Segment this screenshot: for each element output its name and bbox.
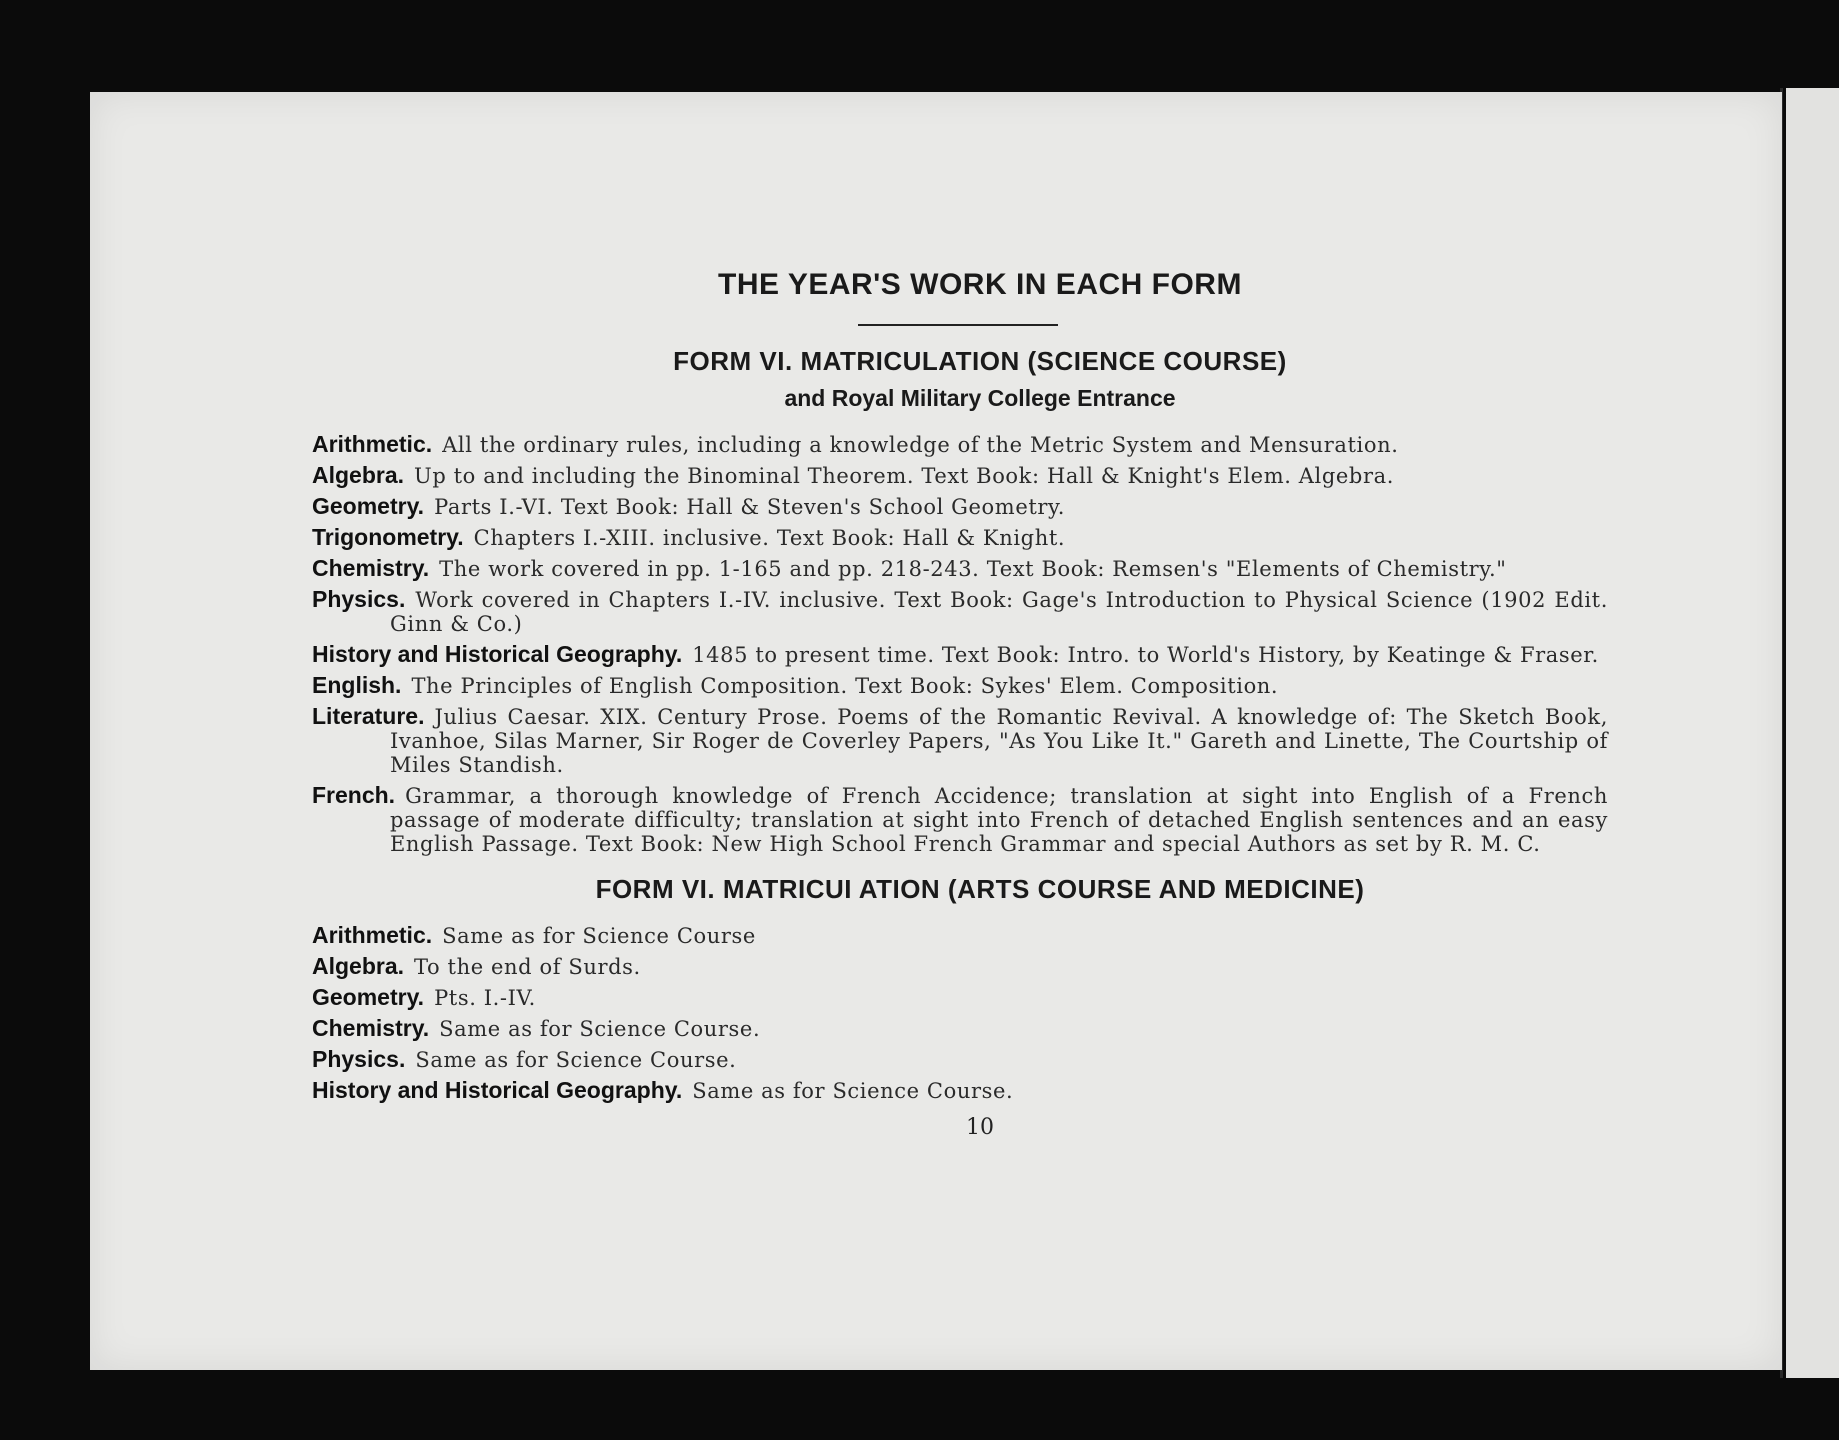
subject-text: 1485 to present time. Text Book: Intro. to World's History, by Keatinge & Fraser. — [692, 643, 1599, 667]
subject-entry-arithmetic — [312, 432, 1608, 457]
subject-text: Julius Caesar. XIX. Century Prose. Poems of the Romantic Revival. A knowledge of: The Sketch Book, Ivanhoe, Silas Marner, Sir Roger de Coverley Papers, "As You Like It." Gareth and Linette, The Courtship of Miles Standish. — [390, 705, 1608, 777]
subject-entry-algebra — [312, 954, 1608, 979]
section-arts — [312, 874, 1608, 1103]
subject-text: The work covered in pp. 1-165 and pp. 218-243. Text Book: Remsen's "Elements of Chemistry." — [439, 557, 1507, 581]
title-rule — [858, 324, 1058, 326]
subject-entry-geometry — [312, 985, 1608, 1010]
subject-list — [312, 432, 1608, 856]
subject-text: To the end of Surds. — [414, 955, 641, 979]
subject-text: Pts. I.-IV. — [434, 986, 536, 1010]
subject-entry-chemistry — [312, 556, 1608, 581]
subject-name: Arithmetic. — [312, 922, 433, 948]
subject-name: Geometry. — [312, 984, 425, 1010]
subject-name: Physics. — [312, 586, 406, 612]
subject-entry-chemistry — [312, 1016, 1608, 1041]
subject-text: Up to and including the Binominal Theorem. Text Book: Hall & Knight's Elem. Algebra. — [414, 464, 1394, 488]
subject-text: All the ordinary rules, including a knowledge of the Metric System and Mensuration. — [442, 433, 1399, 457]
subject-entry-english — [312, 673, 1608, 698]
subject-name: English. — [312, 672, 402, 698]
subject-name: Chemistry. — [312, 555, 430, 581]
subject-entry-french — [312, 783, 1608, 856]
subject-entry-algebra — [312, 463, 1608, 488]
subject-name: Literature. — [312, 703, 425, 729]
subject-entry-geometry — [312, 494, 1608, 519]
subject-list — [312, 923, 1608, 1103]
subject-name: Physics. — [312, 1046, 406, 1072]
subject-name: Chemistry. — [312, 1015, 430, 1041]
subject-text: Chapters I.-XIII. inclusive. Text Book: Hall & Knight. — [473, 526, 1066, 550]
facing-page-edge — [1786, 88, 1839, 1378]
section-science — [312, 346, 1608, 856]
subject-entry-history — [312, 642, 1608, 667]
page-number: 10 — [966, 1115, 994, 1140]
subject-text: Work covered in Chapters I.-IV. inclusive. Text Book: Gage's Introduction to Physical Science (1902 Edit. Ginn & Co.) — [390, 588, 1608, 636]
subject-text: The Principles of English Composition. Text Book: Sykes' Elem. Composition. — [411, 674, 1279, 698]
subject-name: History and Historical Geography. — [312, 641, 683, 667]
subject-text: Grammar, a thorough knowledge of French Accidence; translation at sight into English of a French passage of moderate difficulty; translation at sight into French of detached English sentences and an easy English Passage. Text Book: New High School French Grammar and special Authors as set by R. M. C. — [390, 784, 1608, 856]
subject-name: French. — [312, 782, 396, 808]
page-content — [312, 268, 1608, 1140]
subject-text: Same as for Science Course — [442, 924, 756, 948]
subject-entry-physics — [312, 1047, 1608, 1072]
subject-name: History and Historical Geography. — [312, 1077, 683, 1103]
subject-entry-physics — [312, 587, 1608, 636]
subject-entry-history — [312, 1078, 1608, 1103]
subject-entry-trigonometry — [312, 525, 1608, 550]
subject-text: Same as for Science Course. — [692, 1079, 1014, 1103]
subject-name: Algebra. — [312, 953, 405, 979]
subject-entry-arithmetic — [312, 923, 1608, 948]
section-subtitle: and Royal Military College Entrance — [784, 385, 1176, 411]
section-title: FORM VI. MATRICUI ATION (ARTS COURSE AND MEDICINE) — [595, 874, 1365, 904]
page-title: THE YEAR'S WORK IN EACH FORM — [718, 268, 1242, 301]
subject-text: Same as for Science Course. — [439, 1017, 761, 1041]
subject-name: Trigonometry. — [312, 524, 464, 550]
subject-name: Arithmetic. — [312, 431, 433, 457]
section-title: FORM VI. MATRICULATION (SCIENCE COURSE) — [673, 346, 1287, 376]
subject-entry-literature — [312, 704, 1608, 777]
subject-text: Same as for Science Course. — [415, 1048, 737, 1072]
subject-text: Parts I.-VI. Text Book: Hall & Steven's School Geometry. — [434, 495, 1065, 519]
subject-name: Geometry. — [312, 493, 425, 519]
subject-name: Algebra. — [312, 462, 405, 488]
